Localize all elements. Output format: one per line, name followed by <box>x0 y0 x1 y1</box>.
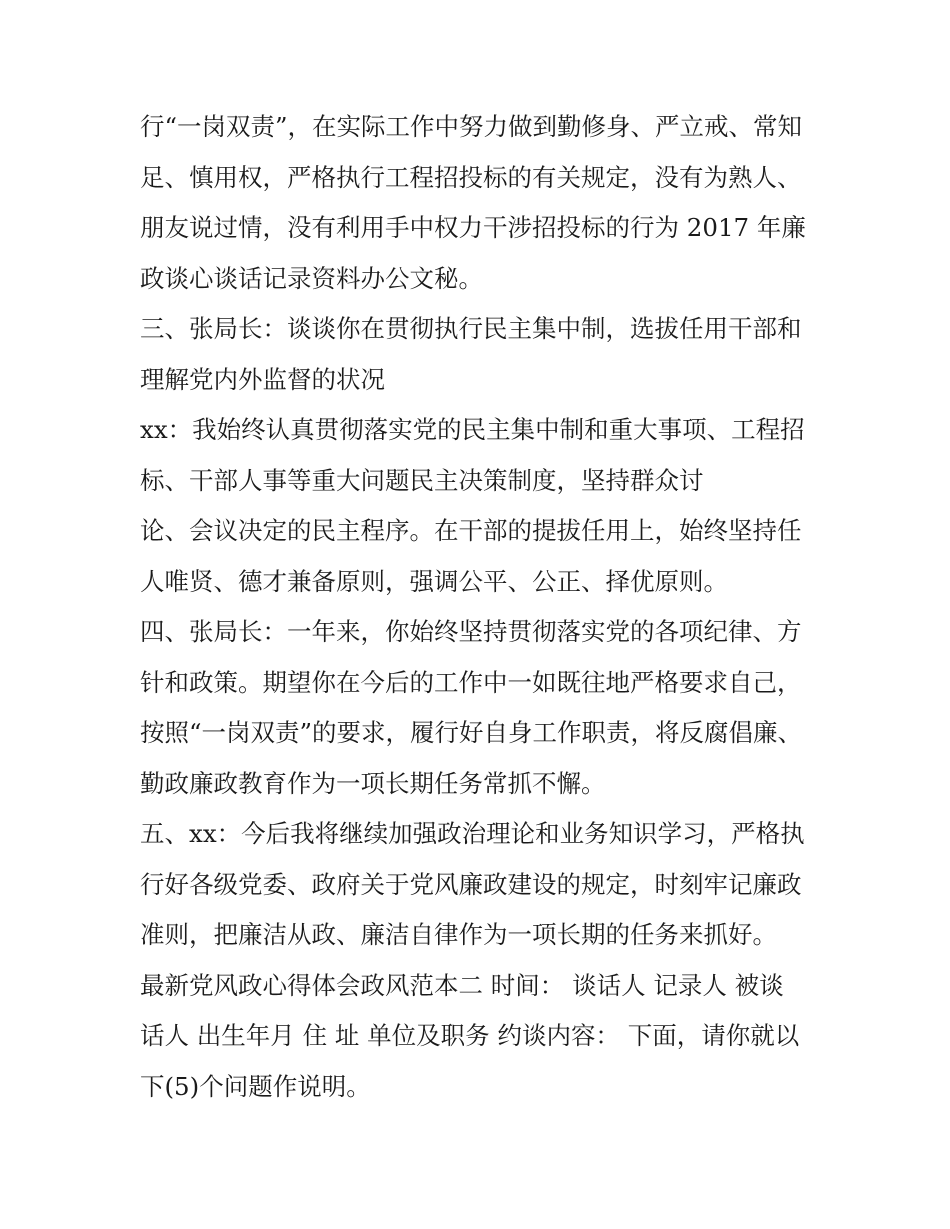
text-line: 政谈心谈话记录资料办公文秘。 <box>140 263 483 293</box>
text-line: 理解党内外监督的状况 <box>140 364 385 394</box>
document-body <box>140 102 820 1112</box>
text-line: 朋友说过情，没有利用手中权力干涉招投标的行为 2017 年廉 <box>140 213 806 242</box>
text-line: 行“一岗双责”，在实际工作中努力做到勤修身、严立戒、常知 <box>140 112 803 141</box>
text-line: 三、张局长：谈谈你在贯彻执行民主集中制，选拔任用干部和 <box>140 314 802 343</box>
text-line: 勤政廉政教育作为一项长期任务常抓不懈。 <box>140 768 606 798</box>
text-line: 论、会议决定的民主程序。在干部的提拔任用上，始终坚持任 <box>140 516 802 545</box>
text-line: 话人 出生年月 住 址 单位及职务 约谈内容： 下面，请你就以 <box>140 1021 800 1050</box>
text-line: 针和政策。期望你在今后的工作中一如既往地严格要求自己， <box>140 667 802 697</box>
text-line: 四、张局长：一年来，你始终坚持贯彻落实党的各项纪律、方 <box>140 617 802 646</box>
text-line: xx：我始终认真贯彻落实党的民主集中制和重大事项、工程招 <box>140 415 805 444</box>
text-line: 行好各级党委、政府关于党风廉政建设的规定，时刻牢记廉政 <box>140 869 802 899</box>
text-line: 五、xx：今后我将继续加强政治理论和业务知识学习，严格执 <box>140 819 805 848</box>
text-line: 下(5)个问题作说明。 <box>140 1071 371 1101</box>
text-line: 人唯贤、德才兼备原则，强调公平、公正、择优原则。 <box>140 566 728 596</box>
text-line: 最新党风政心得体会政风范本二 时间： 谈话人 记录人 被谈 <box>140 970 784 1000</box>
text-line: 足、慎用权，严格执行工程招投标的有关规定，没有为熟人、 <box>140 162 802 192</box>
text-line: 准则，把廉洁从政、廉洁自律作为一项长期的任务来抓好。 <box>140 920 777 949</box>
text-line: 标、干部人事等重大问题民主决策制度，坚持群众讨 <box>140 465 704 495</box>
text-line: 按照“一岗双责”的要求，履行好自身工作职责，将反腐倡廉、 <box>140 718 803 747</box>
